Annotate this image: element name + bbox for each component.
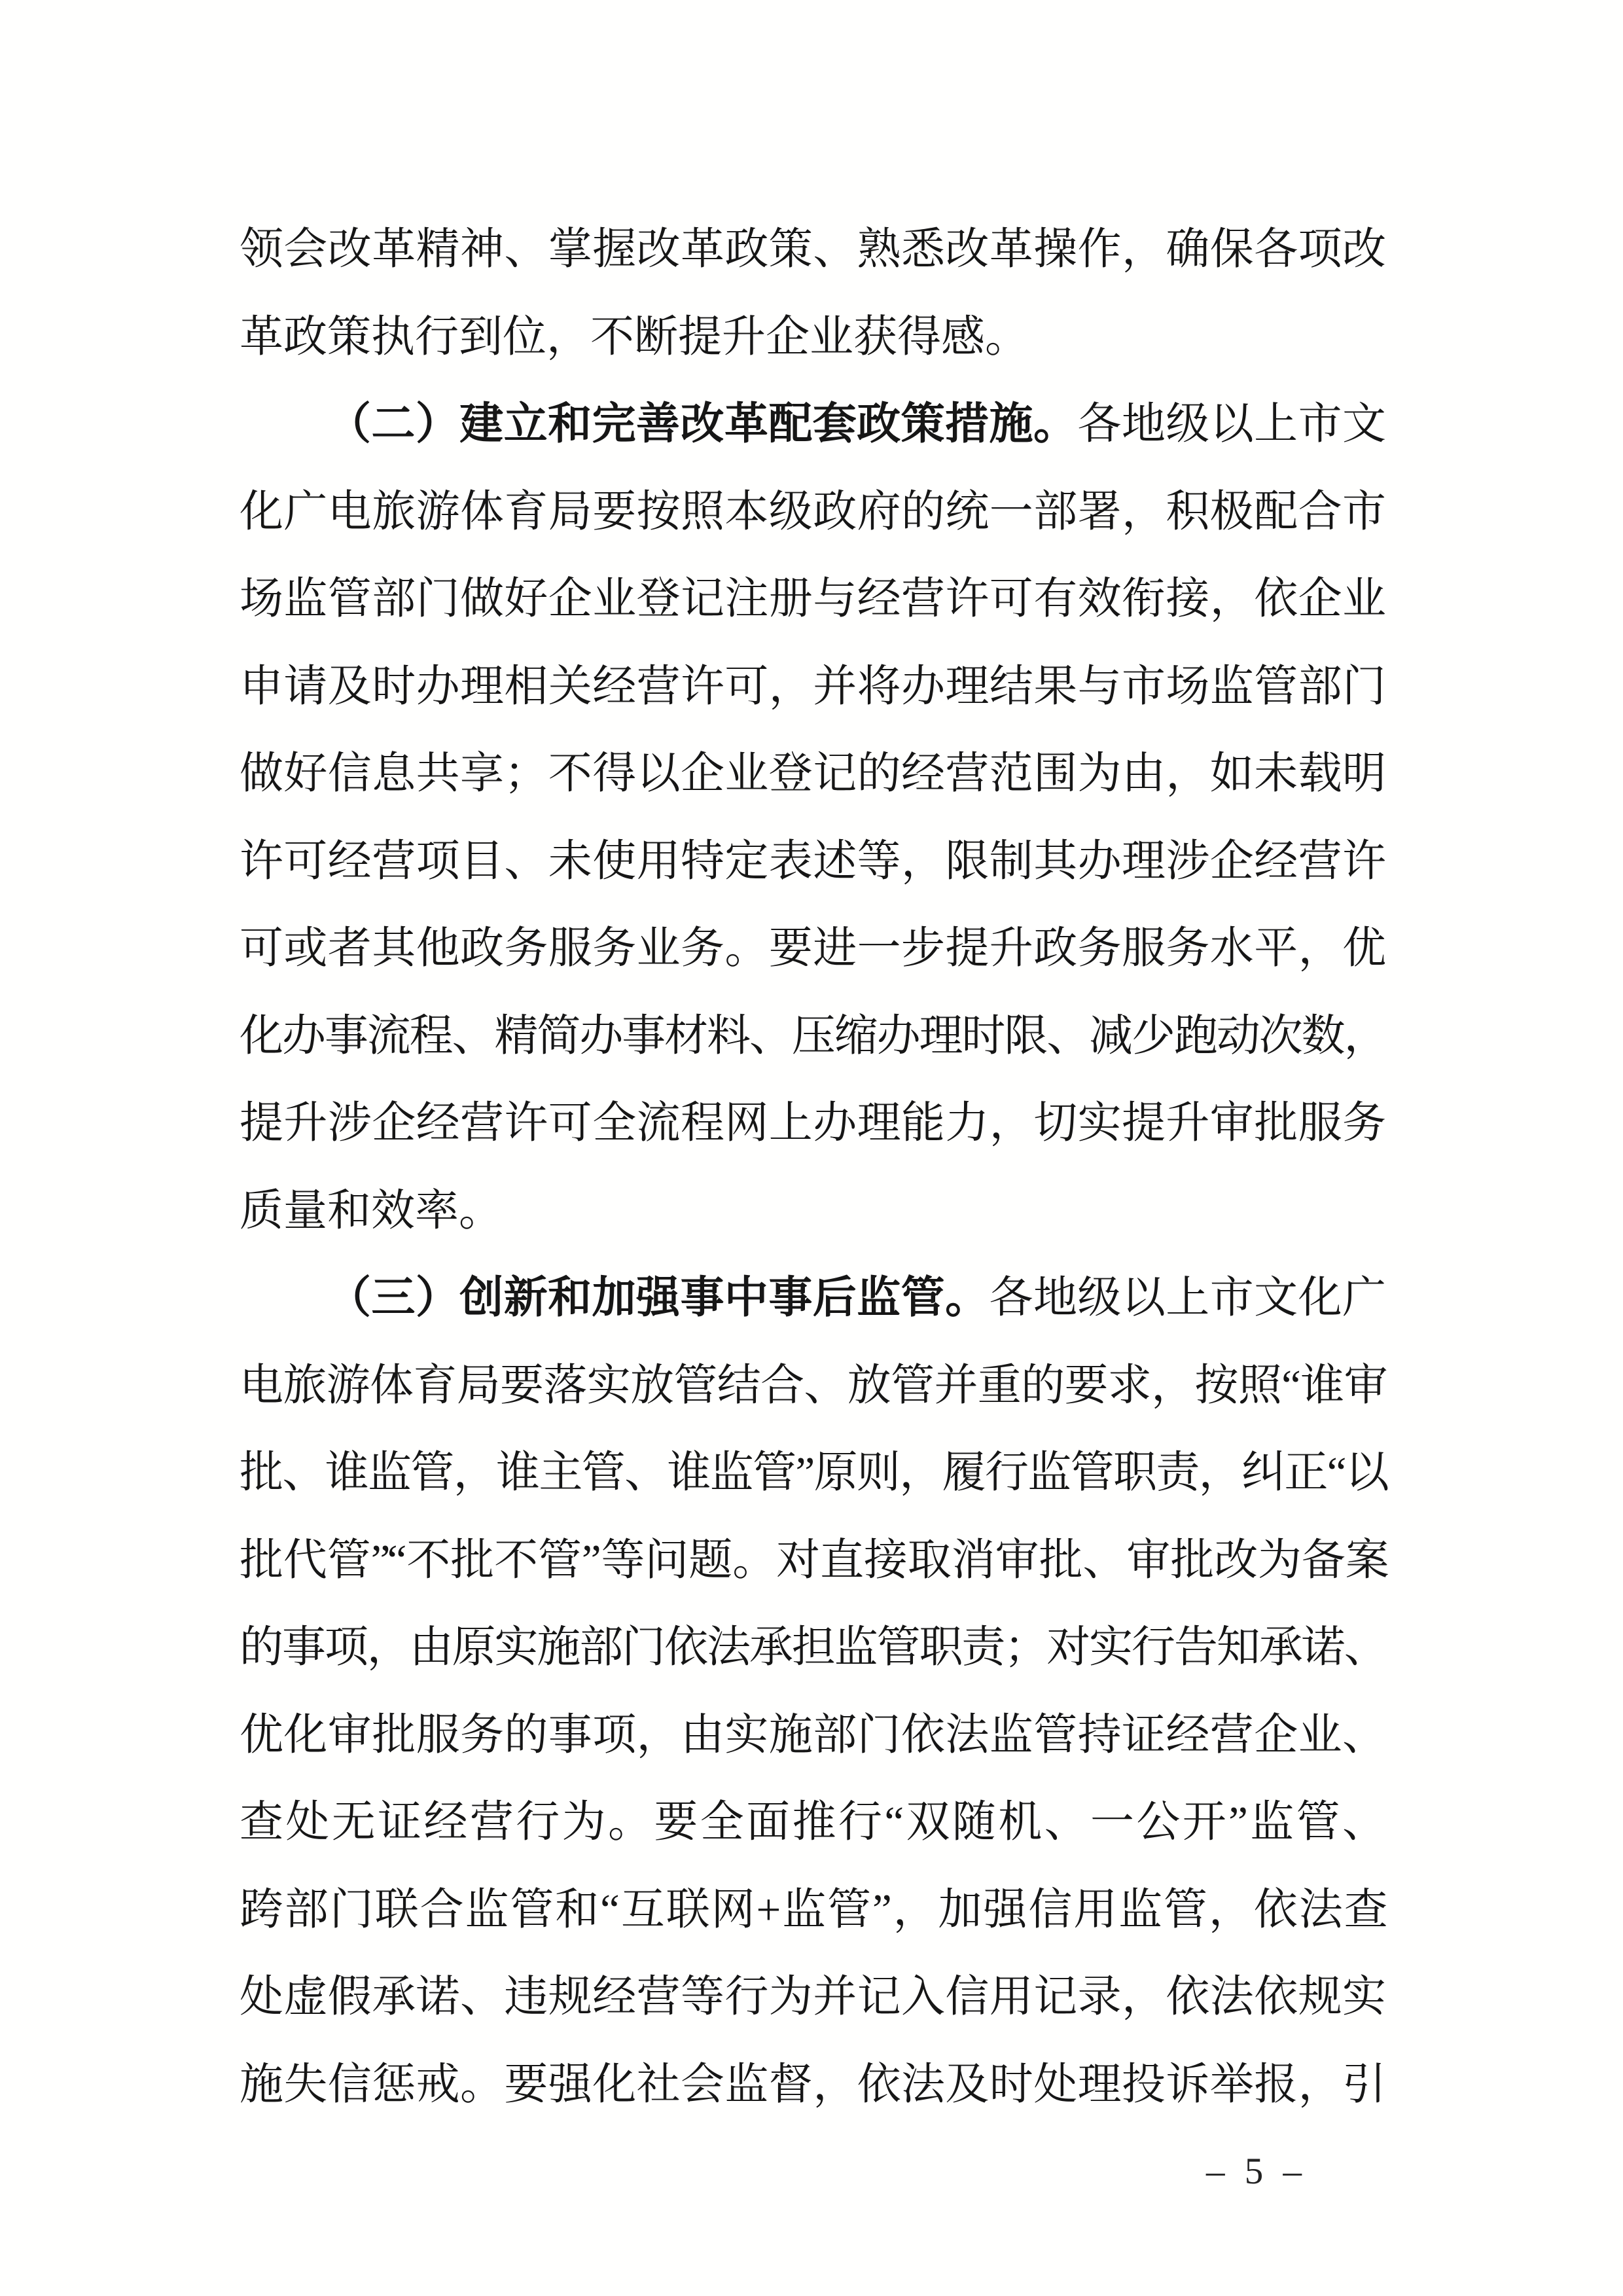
text-line: 许可经营项目、未使用特定表述等，限制其办理涉企经营许 (240, 836, 1386, 886)
text-line: 做好信息共享；不得以企业登记的经营范围为由，如未载明 (240, 749, 1386, 798)
section-3-heading: （三）创新和加强事中事后监管。 (327, 1274, 990, 1322)
text-line: 的事项，由原实施部门依法承担监管职责；对实行告知承诺、 (240, 1623, 1386, 1672)
text-line: 领会改革精神、掌握改革政策、熟悉改革操作，确保各项改 (240, 225, 1386, 274)
text-line: 革政策执行到位，不断提升企业获得感。 (240, 312, 1029, 361)
text-line: 查处无证经营行为。要全面推行“双随机、一公开”监管、 (240, 1798, 1386, 1846)
text-line: 批、谁监管，谁主管、谁监管”原则，履行监管职责，纠正“以 (240, 1448, 1386, 1497)
text-line: 优化审批服务的事项，由实施部门依法监管持证经营企业、 (240, 1710, 1386, 1759)
text-line: 提升涉企经营许可全流程网上办理能力，切实提升审批服务 (240, 1099, 1386, 1147)
text-line: 申请及时办理相关经营许可，并将办理结果与市场监管部门 (240, 662, 1386, 711)
text-line: 跨部门联合监管和“互联网+监管”，加强信用监管，依法查 (240, 1885, 1386, 1934)
section-heading-line (240, 381, 1386, 469)
text-line: 场监管部门做好企业登记注册与经营许可有效衔接，依企业 (240, 575, 1386, 623)
text-line: 电旅游体育局要落实放管结合、放管并重的要求，按照“谁审 (240, 1361, 1386, 1410)
text-line: 化广电旅游体育局要按照本级政府的统一部署，积极配合市 (240, 487, 1386, 536)
text-line: 施失信惩戒。要强化社会监督，依法及时处理投诉举报，引 (240, 2060, 1386, 2109)
section-2-heading: （二）建立和完善改革配套政策措施。 (327, 400, 1078, 448)
section-3-body-start: 各地级以上市文化广 (989, 1274, 1387, 1322)
text-line: 可或者其他政务服务业务。要进一步提升政务服务水平，优 (240, 924, 1386, 973)
body-text-block (240, 206, 1386, 2128)
page-number: – 5 – (1206, 2151, 1307, 2192)
section-heading-line (240, 1255, 1386, 1342)
section-2-body-start: 各地级以上市文 (1077, 400, 1386, 448)
text-line: 处虚假承诺、违规经营等行为并记入信用记录，依法依规实 (240, 1973, 1386, 2021)
text-line: 质量和效率。 (240, 1186, 503, 1235)
text-line: 化办事流程、精简办事材料、压缩办理时限、减少跑动次数， (240, 1011, 1386, 1060)
text-line: 批代管”“不批不管”等问题。对直接取消审批、审批改为备案 (240, 1535, 1386, 1585)
